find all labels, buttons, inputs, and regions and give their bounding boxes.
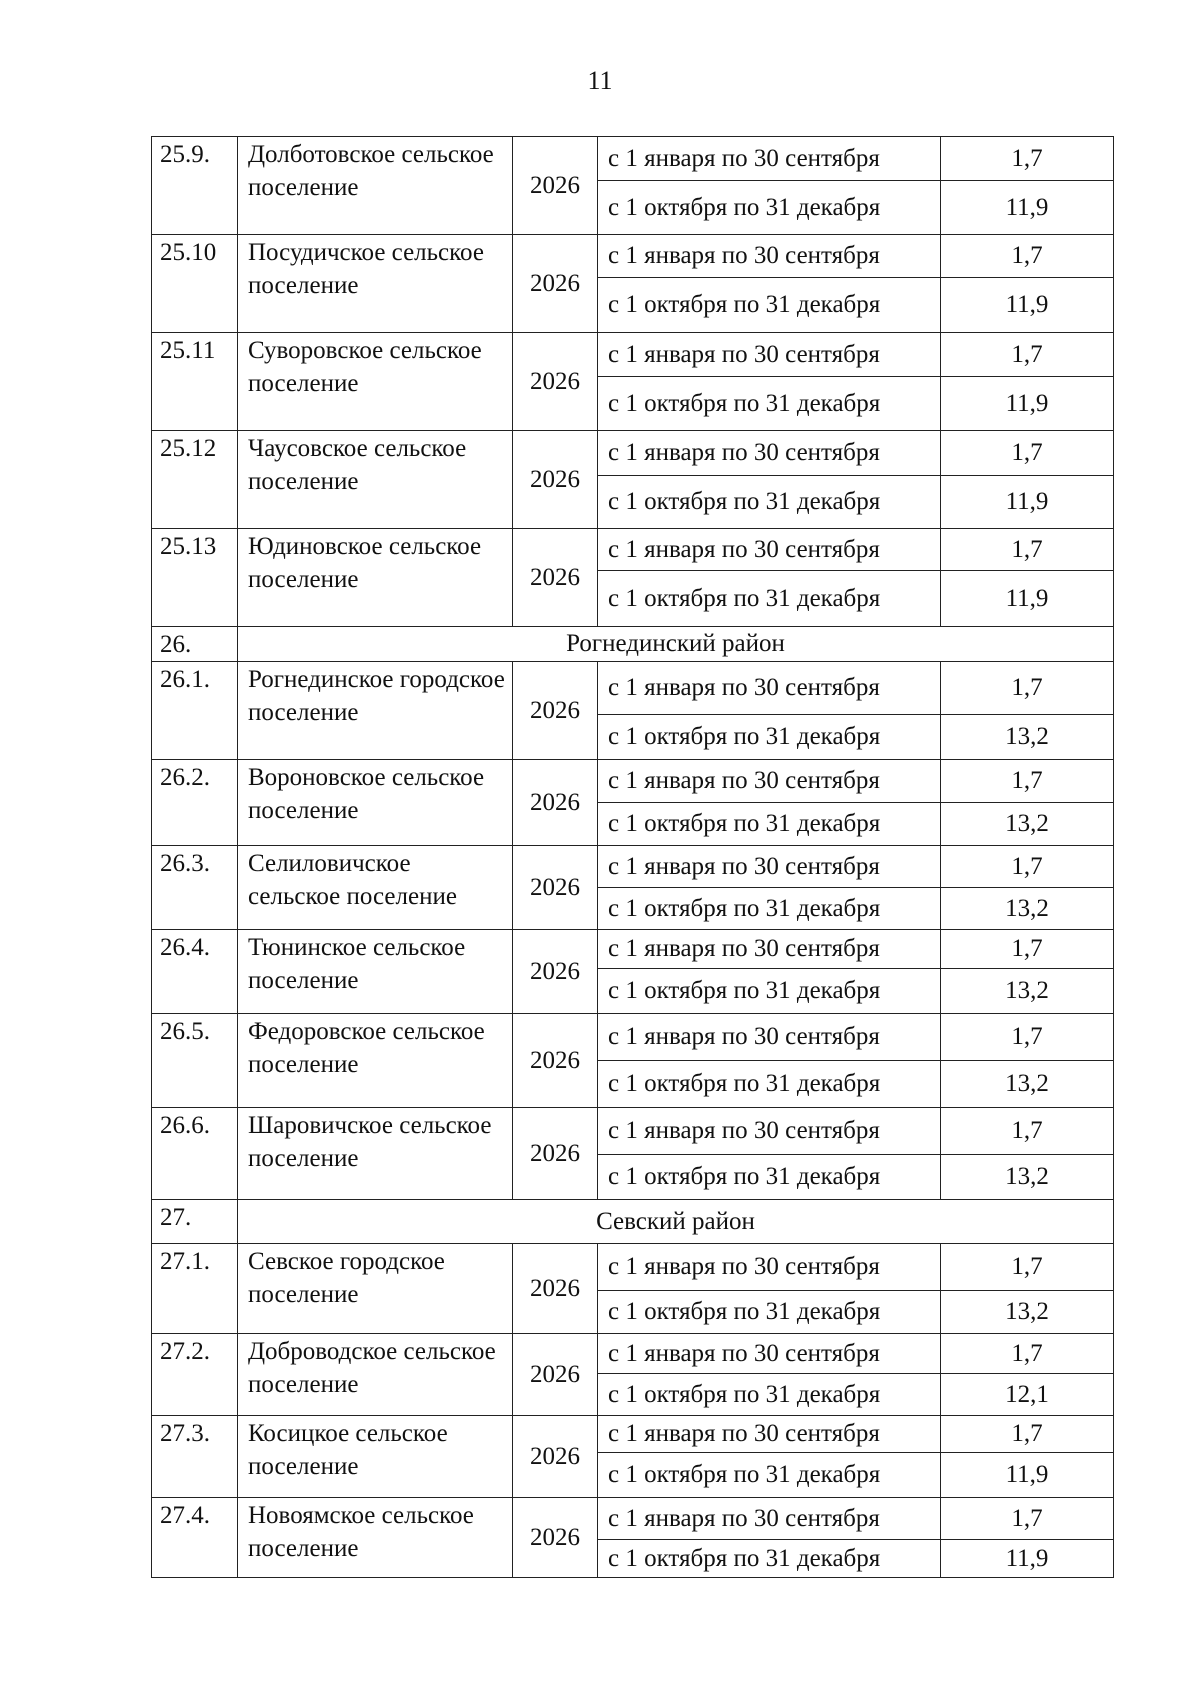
rate-cell: 13,2 [941, 1155, 1114, 1200]
rate-cell: 11,9 [941, 1540, 1114, 1578]
table-row [152, 137, 1114, 181]
period-cell: с 1 января по 30 сентября [598, 760, 941, 803]
period-cell: с 1 октября по 31 декабря [598, 278, 941, 333]
rate-cell: 1,7 [941, 846, 1114, 888]
rate-cell: 13,2 [941, 715, 1114, 760]
settlement-name: Долботовское сельское поселение [238, 137, 513, 235]
rates-table [151, 136, 1114, 1578]
period-cell: с 1 января по 30 сентября [598, 662, 941, 715]
settlement-name: Федоровское сельское поселение [238, 1014, 513, 1108]
year-cell: 2026 [513, 1014, 598, 1108]
period-cell: с 1 января по 30 сентября [598, 1244, 941, 1291]
settlement-name: Новоямское сельское поселение [238, 1498, 513, 1578]
period-cell: с 1 октября по 31 декабря [598, 476, 941, 529]
rate-cell: 13,2 [941, 888, 1114, 930]
rate-cell: 11,9 [941, 476, 1114, 529]
table-row [152, 760, 1114, 803]
district-name: Рогнединский район [238, 627, 1114, 662]
rate-cell: 1,7 [941, 1244, 1114, 1291]
rate-cell: 12,1 [941, 1374, 1114, 1416]
settlement-name: Юдиновское сельское поселение [238, 529, 513, 627]
period-cell: с 1 января по 30 сентября [598, 1498, 941, 1540]
rate-cell: 1,7 [941, 1416, 1114, 1453]
period-cell: с 1 января по 30 сентября [598, 529, 941, 571]
period-cell: с 1 октября по 31 декабря [598, 1155, 941, 1200]
table-row [152, 1498, 1114, 1540]
rate-cell: 1,7 [941, 1108, 1114, 1155]
rate-cell: 1,7 [941, 137, 1114, 181]
rate-cell: 1,7 [941, 930, 1114, 969]
settlement-name: Посудичское сельское поселение [238, 235, 513, 333]
settlement-name: Вороновское сельское поселение [238, 760, 513, 846]
period-cell: с 1 октября по 31 декабря [598, 1540, 941, 1578]
rate-cell: 13,2 [941, 1291, 1114, 1334]
settlement-name: Селиловичское сельское поселение [238, 846, 513, 930]
period-cell: с 1 октября по 31 декабря [598, 715, 941, 760]
year-cell: 2026 [513, 1334, 598, 1416]
rate-cell: 11,9 [941, 377, 1114, 431]
settlement-name: Рогнединское городское поселение [238, 662, 513, 760]
year-cell: 2026 [513, 431, 598, 529]
rate-cell: 1,7 [941, 431, 1114, 476]
rate-cell: 13,2 [941, 803, 1114, 846]
period-cell: с 1 октября по 31 декабря [598, 1453, 941, 1498]
year-cell: 2026 [513, 1244, 598, 1334]
row-number: 26.2. [152, 760, 238, 846]
period-cell: с 1 октября по 31 декабря [598, 803, 941, 846]
settlement-name: Суворовское сельское поселение [238, 333, 513, 431]
period-cell: с 1 октября по 31 декабря [598, 571, 941, 627]
period-cell: с 1 января по 30 сентября [598, 1108, 941, 1155]
period-cell: с 1 октября по 31 декабря [598, 888, 941, 930]
district-name: Севский район [238, 1200, 1114, 1244]
rate-cell: 1,7 [941, 333, 1114, 377]
period-cell: с 1 января по 30 сентября [598, 846, 941, 888]
year-cell: 2026 [513, 529, 598, 627]
rate-cell: 11,9 [941, 181, 1114, 235]
period-cell: с 1 января по 30 сентября [598, 431, 941, 476]
table-row [152, 1108, 1114, 1155]
settlement-name: Чаусовское сельское поселение [238, 431, 513, 529]
year-cell: 2026 [513, 846, 598, 930]
table-row [152, 1416, 1114, 1453]
row-number: 26.3. [152, 846, 238, 930]
district-number: 26. [152, 627, 238, 662]
rate-cell: 1,7 [941, 1498, 1114, 1540]
period-cell: с 1 октября по 31 декабря [598, 1374, 941, 1416]
rate-cell: 13,2 [941, 1061, 1114, 1108]
period-cell: с 1 октября по 31 декабря [598, 1291, 941, 1334]
settlement-name: Косицкое сельское поселение [238, 1416, 513, 1498]
row-number: 26.1. [152, 662, 238, 760]
period-cell: с 1 октября по 31 декабря [598, 377, 941, 431]
period-cell: с 1 января по 30 сентября [598, 333, 941, 377]
table-row [152, 235, 1114, 278]
period-cell: с 1 января по 30 сентября [598, 235, 941, 278]
year-cell: 2026 [513, 1416, 598, 1498]
row-number: 25.13 [152, 529, 238, 627]
row-number: 25.12 [152, 431, 238, 529]
table-row [152, 662, 1114, 715]
row-number: 26.6. [152, 1108, 238, 1200]
row-number: 25.11 [152, 333, 238, 431]
period-cell: с 1 октября по 31 декабря [598, 969, 941, 1014]
year-cell: 2026 [513, 333, 598, 431]
district-number: 27. [152, 1200, 238, 1244]
row-number: 25.10 [152, 235, 238, 333]
year-cell: 2026 [513, 760, 598, 846]
row-number: 25.9. [152, 137, 238, 235]
row-number: 27.3. [152, 1416, 238, 1498]
settlement-name: Тюнинское сельское поселение [238, 930, 513, 1014]
year-cell: 2026 [513, 1498, 598, 1578]
rate-cell: 1,7 [941, 662, 1114, 715]
year-cell: 2026 [513, 662, 598, 760]
period-cell: с 1 октября по 31 декабря [598, 1061, 941, 1108]
table-row [152, 431, 1114, 476]
table-row [152, 1244, 1114, 1291]
year-cell: 2026 [513, 930, 598, 1014]
district-row [152, 627, 1114, 662]
table-row [152, 529, 1114, 571]
table-row [152, 930, 1114, 969]
year-cell: 2026 [513, 137, 598, 235]
row-number: 26.4. [152, 930, 238, 1014]
rate-cell: 1,7 [941, 529, 1114, 571]
page-number: 11 [587, 66, 613, 95]
table-row [152, 1014, 1114, 1061]
row-number: 27.2. [152, 1334, 238, 1416]
period-cell: с 1 января по 30 сентября [598, 1014, 941, 1061]
period-cell: с 1 января по 30 сентября [598, 137, 941, 181]
rate-cell: 1,7 [941, 1014, 1114, 1061]
row-number: 27.4. [152, 1498, 238, 1578]
rate-cell: 1,7 [941, 760, 1114, 803]
settlement-name: Севское городское поселение [238, 1244, 513, 1334]
period-cell: с 1 октября по 31 декабря [598, 181, 941, 235]
row-number: 27.1. [152, 1244, 238, 1334]
rates-table-body [152, 137, 1114, 1578]
rate-cell: 11,9 [941, 278, 1114, 333]
table-row [152, 333, 1114, 377]
rate-cell: 1,7 [941, 1334, 1114, 1374]
period-cell: с 1 января по 30 сентября [598, 930, 941, 969]
rate-cell: 11,9 [941, 571, 1114, 627]
district-row [152, 1200, 1114, 1244]
row-number: 26.5. [152, 1014, 238, 1108]
year-cell: 2026 [513, 235, 598, 333]
rate-cell: 1,7 [941, 235, 1114, 278]
settlement-name: Шаровичское сельское поселение [238, 1108, 513, 1200]
period-cell: с 1 января по 30 сентября [598, 1416, 941, 1453]
settlement-name: Доброводское сельское поселение [238, 1334, 513, 1416]
rate-cell: 13,2 [941, 969, 1114, 1014]
period-cell: с 1 января по 30 сентября [598, 1334, 941, 1374]
rate-cell: 11,9 [941, 1453, 1114, 1498]
year-cell: 2026 [513, 1108, 598, 1200]
table-row [152, 1334, 1114, 1374]
table-row [152, 846, 1114, 888]
